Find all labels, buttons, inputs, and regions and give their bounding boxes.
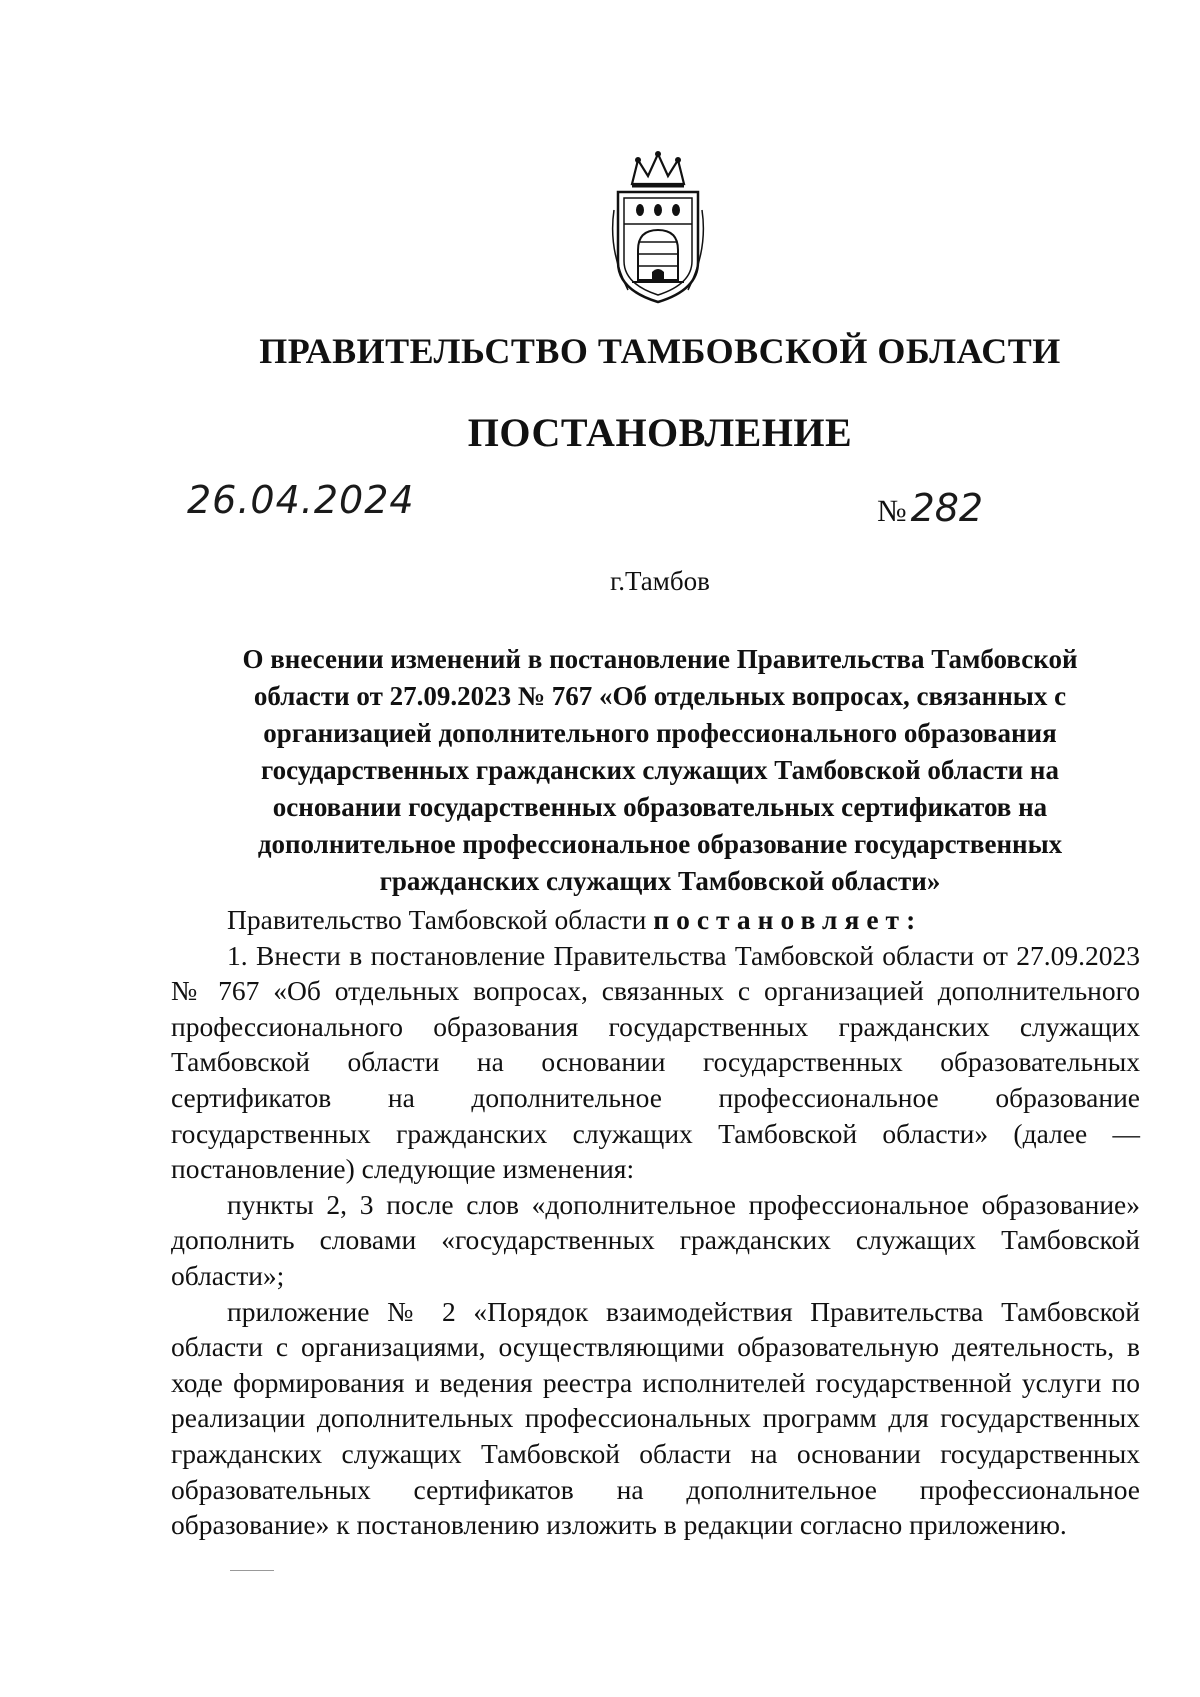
- change-1: пункты 2, 3 после слов «дополнительное профессиональное образование» дополнить словами «государственных гражданских служащих Тамбовской области»;: [171, 1188, 1140, 1291]
- document-date: 26.04.2024: [187, 478, 415, 522]
- scan-mark: [230, 1570, 274, 1571]
- government-name: ПРАВИТЕЛЬСТВО ТАМБОВСКОЙ ОБЛАСТИ: [259, 331, 1061, 371]
- document-subject: О внесении изменений в постановление Правительства Тамбовской области от 27.09.2023 № 767 «Об отдельных вопросах, связанных с организацией дополнительного профессионального образования государственных гражданских служащих Тамбовской области на основании государственных образовательных сертификатов на дополнительное профессиональное образование государственных гражданских служащих Тамбовской области»: [242, 644, 1078, 896]
- change-2: приложение № 2 «Порядок взаимодействия Правительства Тамбовской области с организациями, осуществляющими образовательную деятельность, в ходе формирования и ведения реестра исполнителей государственной услуги по реализации дополнительных профессиональных программ для государственных гражданских служащих Тамбовской области на основании государственных образовательных сертификатов на дополнительное профессиональное образование» к постановлению изложить в редакции согласно приложению.: [171, 1295, 1140, 1541]
- document-type: ПОСТАНОВЛЕНИЕ: [467, 410, 853, 455]
- coat-of-arms-icon: [598, 150, 718, 310]
- number-label: №: [877, 493, 907, 528]
- number-value: 282: [910, 486, 984, 530]
- preamble: Правительство Тамбовской области постановляет:: [227, 904, 923, 935]
- item-1: 1. Внести в постановление Правительства Тамбовской области от 27.09.2023 № 767 «Об отдельных вопросах, связанных с организацией дополнительного профессионального образования государственных гражданских служащих Тамбовской области на основании государственных образовательных сертификатов на дополнительное профессиональное образование государственных гражданских служащих Тамбовской области» (далее — постановление) следующие изменения:: [171, 939, 1140, 1185]
- document-body: [171, 902, 1140, 1543]
- city: г.Тамбов: [610, 566, 710, 596]
- document-number: [877, 486, 983, 530]
